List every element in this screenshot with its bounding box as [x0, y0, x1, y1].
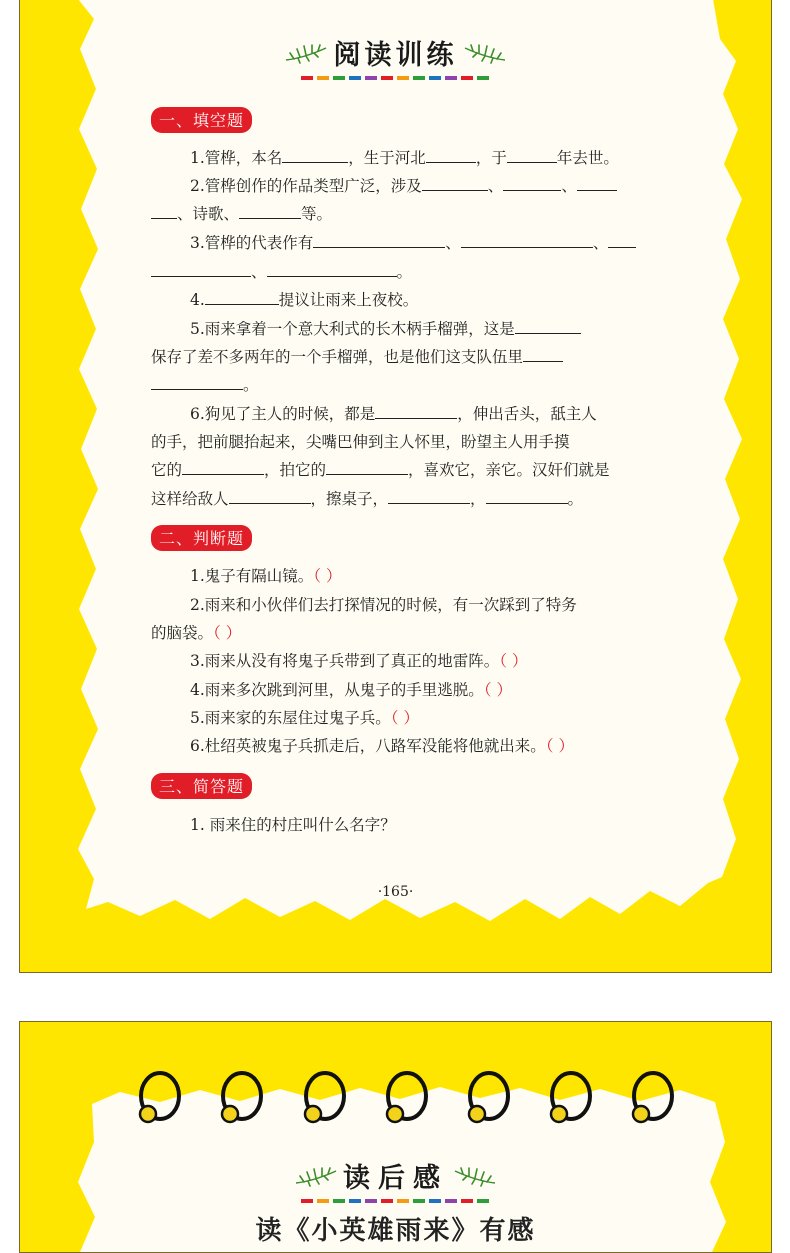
- question-1: 1.管桦，本名 ，生于河北 ，于 年去世。: [190, 149, 619, 167]
- essay-title: 读《小英雄雨来》有感: [255, 1216, 536, 1246]
- answer-blank[interactable]: [461, 233, 593, 248]
- leaf-sprig-icon: [453, 1165, 497, 1187]
- answer-blank[interactable]: [388, 489, 470, 504]
- answer-blank[interactable]: [151, 262, 251, 277]
- page-title: 读后感: [343, 1163, 448, 1194]
- answer-blank[interactable]: [182, 460, 264, 475]
- question-4: 4. 提议让雨来上夜校。: [190, 291, 419, 309]
- answer-blank[interactable]: [503, 176, 561, 191]
- answer-blank[interactable]: [229, 489, 311, 504]
- question-6-cont: 它的 ，拍它的 ，喜欢它，亲它。汉奸们就是: [151, 461, 610, 479]
- binder-ring-icon: [220, 1070, 264, 1130]
- question-5-cont: 。: [151, 375, 259, 395]
- question-2: 2.管桦创作的作品类型广泛，涉及 、 、: [190, 176, 617, 196]
- tf-question-1: 1.鬼子有隔山镜。（ ）: [190, 567, 342, 585]
- answer-blank[interactable]: [486, 489, 568, 504]
- question-5: 5.雨来拿着一个意大利式的长木柄手榴弹，这是: [190, 319, 581, 339]
- answer-blank[interactable]: [326, 460, 408, 475]
- question-6: 6.狗见了主人的时候，都是 ，伸出舌头，舐主人: [190, 405, 597, 423]
- page-number: ·165·: [377, 884, 414, 900]
- page-title: 阅读训练: [333, 40, 458, 71]
- question-5-cont: 保存了差不多两年的一个手榴弹，也是他们这支队伍里: [151, 347, 563, 367]
- tf-question-5: 5.雨来家的东屋住过鬼子兵。（ ）: [190, 709, 419, 727]
- answer-blank[interactable]: [313, 233, 445, 248]
- question-3: 3.管桦的代表作有 、 、: [190, 233, 636, 253]
- binder-ring-icon: [303, 1070, 347, 1130]
- binder-ring-icon: [467, 1070, 511, 1130]
- leaf-sprig-icon: [284, 42, 328, 64]
- section-label-true-false: 二、判断题: [151, 525, 252, 551]
- short-answer-question-1: 1. 雨来住的村庄叫什么名字？: [190, 816, 396, 834]
- workbook-page-reflection: [19, 1021, 772, 1253]
- answer-blank[interactable]: [577, 176, 617, 191]
- question-6-cont: 这样给敌人 ，擦桌子， ， 。: [151, 490, 584, 508]
- answer-blank[interactable]: [205, 290, 279, 305]
- color-dash-underline: [301, 76, 491, 80]
- page-header: [20, 1156, 771, 1203]
- answer-blank[interactable]: [239, 204, 301, 219]
- answer-blank[interactable]: [608, 233, 636, 248]
- binder-ring-icon: [631, 1070, 675, 1130]
- workbook-page-165: [19, 0, 772, 973]
- tf-question-2: 2.雨来和小伙伴们去打探情况的时候，有一次踩到了特务: [190, 596, 577, 614]
- binder-ring-icon: [549, 1070, 593, 1130]
- tf-question-4: 4.雨来多次跳到河里，从鬼子的手里逃脱。（ ）: [190, 681, 512, 699]
- section-label-fill-blank: 一、填空题: [151, 107, 252, 133]
- answer-parentheses[interactable]: （ ）: [313, 567, 342, 585]
- answer-blank[interactable]: [282, 148, 348, 163]
- leaf-sprig-icon: [463, 42, 507, 64]
- answer-blank[interactable]: [515, 319, 581, 334]
- tf-question-6: 6.杜绍英被鬼子兵抓走后，八路军没能将他就出来。（ ）: [190, 737, 574, 755]
- leaf-sprig-icon: [294, 1165, 338, 1187]
- answer-parentheses[interactable]: （ ）: [545, 737, 574, 755]
- answer-blank[interactable]: [151, 375, 243, 390]
- answer-blank[interactable]: [523, 347, 563, 362]
- answer-parentheses[interactable]: （ ）: [483, 681, 512, 699]
- question-6-cont: 的手，把前腿抬起来，尖嘴巴伸到主人怀里，盼望主人用手摸: [151, 433, 570, 451]
- answer-parentheses[interactable]: （ ）: [499, 652, 528, 670]
- answer-parentheses[interactable]: （ ）: [390, 709, 419, 727]
- question-2-cont: 、诗歌、 等。: [151, 204, 332, 224]
- answer-blank[interactable]: [507, 148, 557, 163]
- color-dash-underline: [301, 1199, 491, 1203]
- binder-ring-icon: [385, 1070, 429, 1130]
- page-header: [20, 33, 771, 80]
- tf-question-2-cont: 的脑袋。（ ）: [151, 624, 242, 642]
- answer-blank[interactable]: [267, 262, 397, 277]
- answer-blank[interactable]: [151, 204, 177, 219]
- answer-parentheses[interactable]: （ ）: [213, 624, 242, 642]
- section-label-short-answer: 三、简答题: [151, 773, 252, 799]
- tf-question-3: 3.雨来从没有将鬼子兵带到了真正的地雷阵。（ ）: [190, 652, 528, 670]
- answer-blank[interactable]: [422, 176, 488, 191]
- answer-blank[interactable]: [426, 148, 476, 163]
- answer-blank[interactable]: [375, 404, 457, 419]
- question-3-cont: 、 。: [151, 262, 412, 282]
- binder-ring-icon: [138, 1070, 182, 1130]
